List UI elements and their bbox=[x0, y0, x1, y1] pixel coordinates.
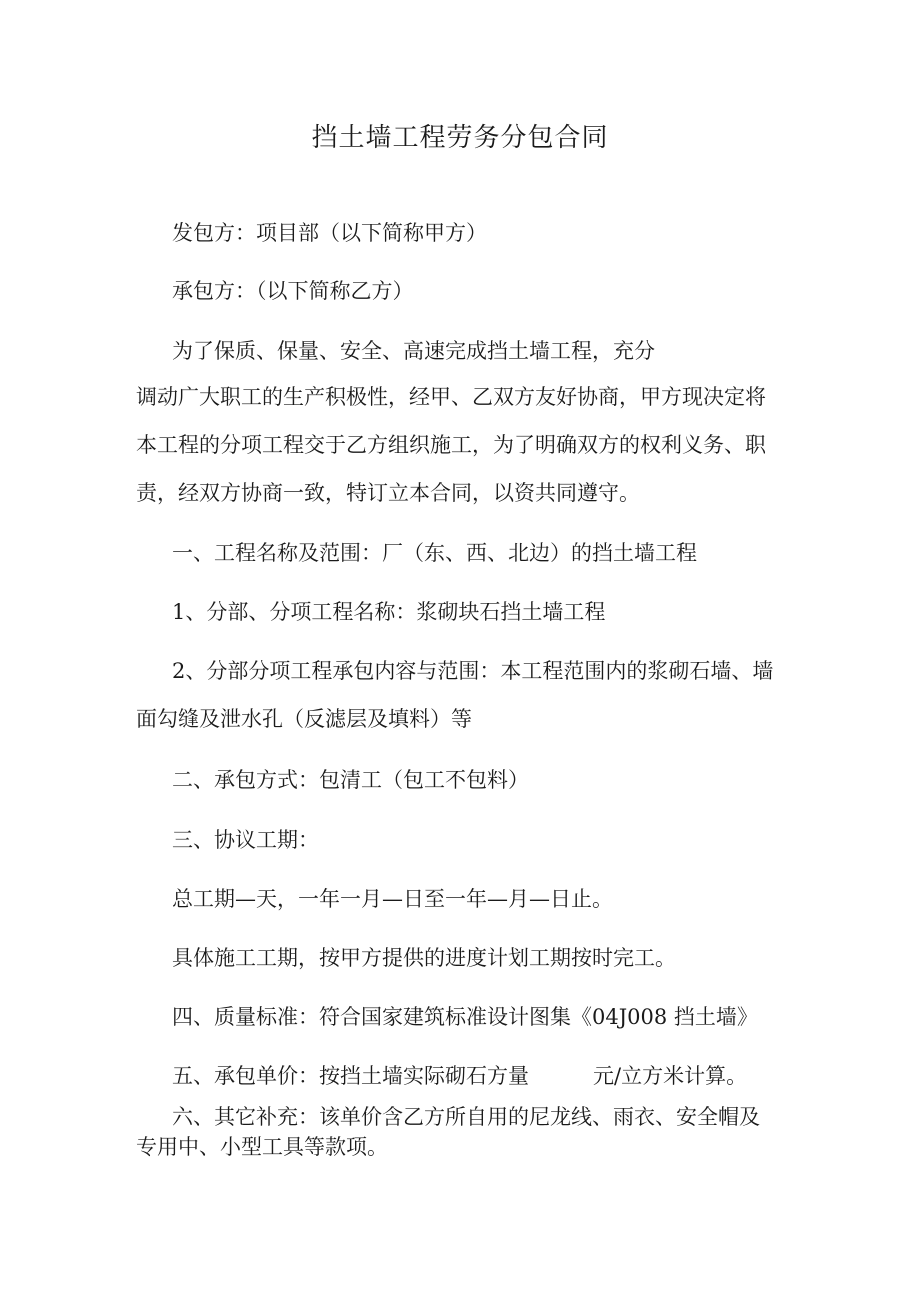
intro-line-1: 为了保质、保量、安全、高速完成挡土墙工程，充分 bbox=[172, 339, 655, 363]
intro-line-2: 调动广大职工的生产积极性，经甲、乙双方友好协商，甲方现决定将 bbox=[136, 385, 766, 409]
section-5-text-b: 元/立方米计算。 bbox=[593, 1064, 748, 1088]
period-detail: 具体施工工期，按甲方提供的进度计划工期按时完工。 bbox=[172, 946, 676, 970]
section-1-heading: 一、工程名称及范围：厂（东、西、北边）的挡土墙工程 bbox=[172, 541, 697, 565]
section-6-line-2: 专用中、小型工具等款项。 bbox=[136, 1135, 388, 1159]
item-2-line-1: 2、分部分项工程承包内容与范围：本工程范围内的浆砌石墙、墙 bbox=[172, 659, 774, 683]
party-b-line: 承包方：（以下简称乙方） bbox=[172, 279, 414, 303]
intro-line-4: 责，经双方协商一致，特订立本合同，以资共同遵守。 bbox=[136, 481, 640, 505]
intro-line-3: 本工程的分项工程交于乙方组织施工，为了明确双方的权利义务、职 bbox=[136, 433, 766, 457]
section-5-line bbox=[172, 1061, 747, 1091]
section-4-heading: 四、质量标准：符合国家建筑标准设计图集《04J008 挡土墙》 bbox=[172, 1005, 758, 1029]
party-a-line: 发包方：项目部（以下简称甲方） bbox=[172, 221, 487, 245]
document-title: 挡土墙工程劳务分包合同 bbox=[311, 123, 609, 153]
item-1: 1、分部、分项工程名称：浆砌块石挡土墙工程 bbox=[172, 600, 606, 624]
period-total: 总工期—天，一年一月—日至一年—月—日止。 bbox=[172, 887, 613, 911]
section-6-line-1: 六、其它补充：该单价含乙方所自用的尼龙线、雨衣、安全帽及 bbox=[172, 1105, 760, 1129]
section-2-heading: 二、承包方式：包清工（包工不包料） bbox=[172, 768, 529, 792]
item-2-line-2: 面勾缝及泄水孔（反滤层及填料）等 bbox=[136, 707, 472, 731]
section-3-heading: 三、协议工期： bbox=[172, 828, 319, 852]
section-5-text-a: 五、承包单价：按挡土墙实际砌石方量 bbox=[172, 1064, 529, 1088]
